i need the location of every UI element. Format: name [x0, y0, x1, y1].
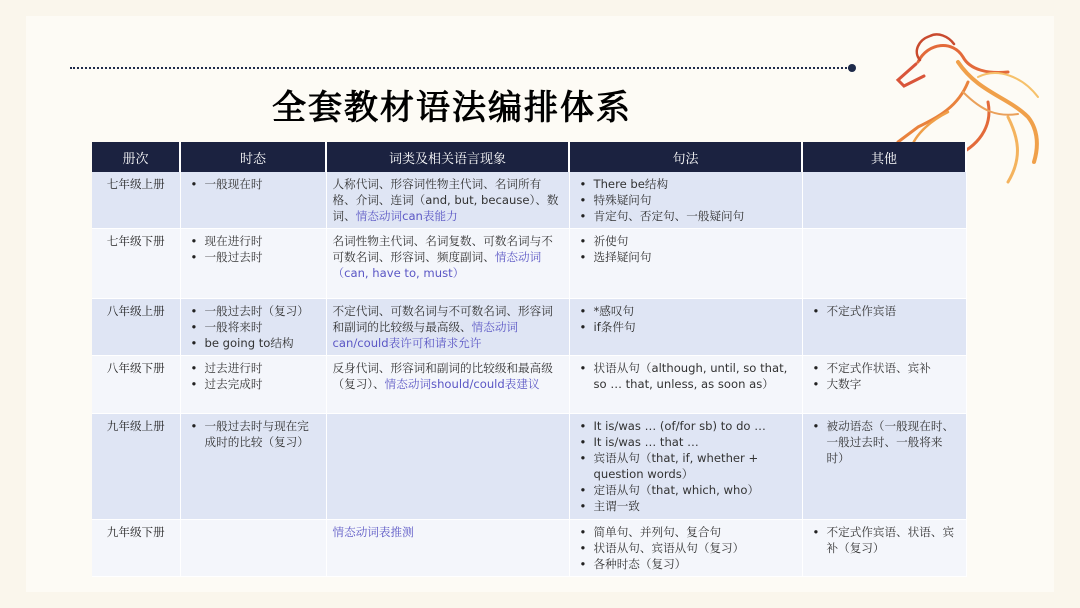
highlighted-text: 情态动词表推测 — [332, 525, 414, 539]
grade-cell: 七年级下册 — [92, 229, 180, 299]
tense-cell — [180, 229, 326, 299]
other-cell — [802, 356, 966, 414]
table-header-row — [92, 142, 966, 172]
list-item: • 定语从句（that, which, who） — [576, 482, 796, 498]
syntax-cell — [569, 414, 802, 520]
bullet-list — [187, 360, 320, 392]
table-row — [92, 299, 966, 356]
list-item: • 一般过去时 — [187, 249, 320, 265]
list-item: • be going to结构 — [187, 335, 320, 351]
list-item: • 现在进行时 — [187, 233, 320, 249]
bullet-list — [809, 360, 960, 392]
list-item: • 选择疑问句 — [576, 249, 796, 265]
bullet-list — [809, 524, 960, 556]
other-cell — [802, 414, 966, 520]
bullet-list — [576, 233, 796, 265]
table-row — [92, 356, 966, 414]
syntax-cell — [569, 299, 802, 356]
header-cell: 时态 — [180, 142, 326, 172]
bullet-list — [576, 176, 796, 224]
cell-text: 人称代词、形容词性物主代词、名词所有格、介词、连词（and, but, because）、数词、 — [332, 177, 559, 223]
word-class-cell — [326, 520, 569, 577]
header-cell: 词类及相关语言现象 — [326, 142, 569, 172]
other-cell — [802, 229, 966, 299]
grade-cell: 九年级上册 — [92, 414, 180, 520]
bullet-list — [187, 303, 320, 351]
list-item: • 一般过去时（复习） — [187, 303, 320, 319]
list-item: • 状语从句（although, until, so that, so … that, unless, as soon as） — [576, 360, 796, 392]
list-item: • 一般现在时 — [187, 176, 320, 192]
syntax-cell — [569, 229, 802, 299]
grammar-table — [92, 142, 967, 577]
list-item: • 宾语从句（that, if, whether + question words） — [576, 450, 796, 482]
other-cell — [802, 172, 966, 229]
syntax-cell — [569, 172, 802, 229]
other-cell — [802, 520, 966, 577]
grade-cell: 八年级下册 — [92, 356, 180, 414]
bullet-list — [576, 360, 796, 392]
list-item: • 状语从句、宾语从句（复习） — [576, 540, 796, 556]
divider-end-dot — [848, 64, 856, 72]
highlighted-text: 情态动词can/could表许可和请求允许 — [332, 320, 519, 350]
list-item: • 主谓一致 — [576, 498, 796, 514]
word-class-cell — [326, 356, 569, 414]
table-row — [92, 229, 966, 299]
bullet-list — [187, 233, 320, 265]
list-item: • 不定式作宾语 — [809, 303, 960, 319]
tense-cell — [180, 414, 326, 520]
cell-text: 名词性物主代词、名词复数、可数名词与不可数名词、形容词、频度副词、 — [332, 234, 553, 264]
syntax-cell — [569, 520, 802, 577]
list-item: • 祈使句 — [576, 233, 796, 249]
list-item: • It is/was … that … — [576, 434, 796, 450]
grade-cell: 七年级上册 — [92, 172, 180, 229]
list-item: • 一般将来时 — [187, 319, 320, 335]
list-item: • There be结构 — [576, 176, 796, 192]
word-class-cell — [326, 299, 569, 356]
tense-cell — [180, 299, 326, 356]
grade-cell: 八年级上册 — [92, 299, 180, 356]
list-item: • 肯定句、否定句、一般疑问句 — [576, 208, 796, 224]
bullet-list — [187, 418, 320, 450]
word-class-cell — [326, 229, 569, 299]
bullet-list — [809, 303, 960, 319]
highlighted-text: 情态动词（can, have to, must） — [332, 250, 542, 280]
list-item: • 各种时态（复习） — [576, 556, 796, 572]
tense-cell — [180, 172, 326, 229]
table-row — [92, 520, 966, 577]
list-item: • 不定式作状语、宾补 — [809, 360, 960, 376]
header-cell: 其他 — [802, 142, 966, 172]
cell-text: 不定代词、可数名词与不可数名词、形容词和副词的比较级与最高级、 — [332, 304, 553, 334]
word-class-cell — [326, 172, 569, 229]
list-item: • It is/was … (of/for sb) to do … — [576, 418, 796, 434]
highlighted-text: 情态动词can表能力 — [355, 209, 458, 223]
other-cell — [802, 299, 966, 356]
cell-text: 反身代词、形容词和副词的比较级和最高级（复习）、 — [332, 361, 553, 391]
highlighted-text: 情态动词should/could表建议 — [384, 377, 540, 391]
list-item: • 简单句、并列句、复合句 — [576, 524, 796, 540]
header-cell: 句法 — [569, 142, 802, 172]
tense-cell — [180, 356, 326, 414]
list-item: • 不定式作宾语、状语、宾补（复习） — [809, 524, 960, 556]
bullet-list — [187, 176, 320, 192]
bullet-list — [576, 418, 796, 514]
bullet-list — [576, 303, 796, 335]
list-item: • 大数字 — [809, 376, 960, 392]
list-item: • *感叹句 — [576, 303, 796, 319]
list-item: • 一般过去时与现在完成时的比较（复习） — [187, 418, 320, 450]
table-row — [92, 414, 966, 520]
list-item: • 过去进行时 — [187, 360, 320, 376]
list-item: • if条件句 — [576, 319, 796, 335]
syntax-cell — [569, 356, 802, 414]
grade-cell: 九年级下册 — [92, 520, 180, 577]
dotted-divider — [70, 67, 850, 69]
list-item: • 过去完成时 — [187, 376, 320, 392]
bullet-list — [809, 418, 960, 466]
word-class-cell — [326, 414, 569, 520]
bullet-list — [576, 524, 796, 572]
table-row — [92, 172, 966, 229]
list-item: • 特殊疑问句 — [576, 192, 796, 208]
list-item: • 被动语态（一般现在时、一般过去时、一般将来时） — [809, 418, 960, 466]
page-title: 全套教材语法编排体系 — [272, 88, 632, 128]
tense-cell — [180, 520, 326, 577]
header-cell: 册次 — [92, 142, 180, 172]
